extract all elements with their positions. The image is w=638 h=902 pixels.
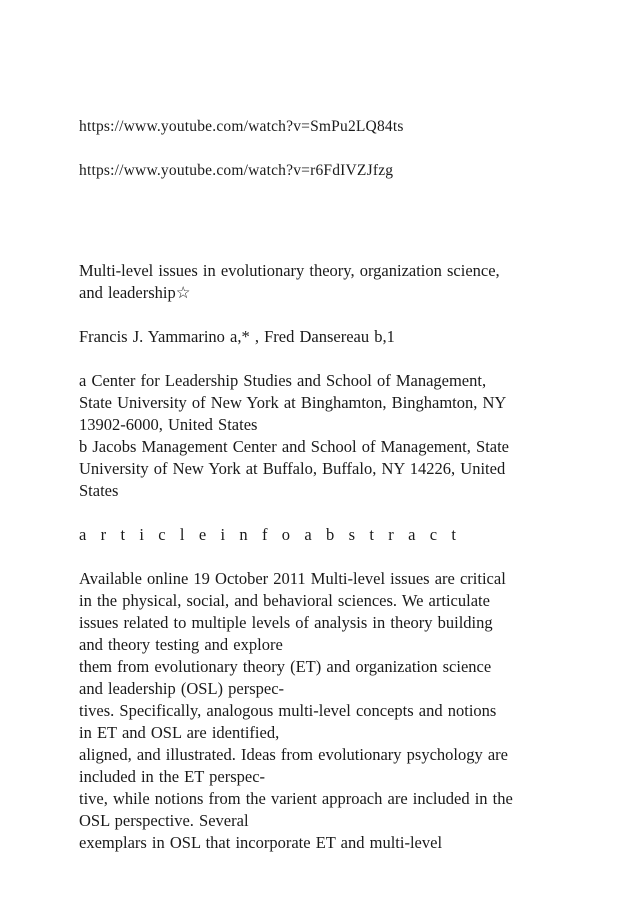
- abstract-line: tives. Specifically, analogous multi-level concepts and notions: [79, 701, 497, 720]
- abstract-line: tive, while notions from the varient approach are included in the: [79, 789, 513, 808]
- abstract-line: in ET and OSL are identified,: [79, 723, 280, 742]
- abstract-line: and theory testing and explore: [79, 635, 283, 654]
- affiliation-line: b Jacobs Management Center and School of Management, State: [79, 437, 510, 456]
- affiliation-line: a Center for Leadership Studies and School of Management,: [79, 371, 487, 390]
- affiliation-line: States: [79, 481, 119, 500]
- author-list: Francis J. Yammarino a,* , Fred Dansereau b,1: [79, 327, 395, 346]
- abstract-line: in the physical, social, and behavioral sciences. We articulate: [79, 591, 490, 610]
- abstract-line: aligned, and illustrated. Ideas from evolutionary psychology are: [79, 745, 508, 764]
- youtube-link-2[interactable]: https://www.youtube.com/watch?v=r6FdIVZJfzg: [79, 162, 394, 179]
- article-info-abstract-header: a r t i c l e i n f o a b s t r a c t: [79, 525, 461, 544]
- abstract-line: included in the ET perspec-: [79, 767, 266, 786]
- abstract-line: Available online 19 October 2011 Multi-level issues are critical: [79, 569, 506, 588]
- youtube-link-1[interactable]: https://www.youtube.com/watch?v=SmPu2LQ84ts: [79, 118, 404, 135]
- abstract-line: exemplars in OSL that incorporate ET and multi-level: [79, 833, 443, 852]
- paper-title-line-1: Multi-level issues in evolutionary theory, organization science,: [79, 261, 500, 280]
- affiliation-line: 13902-6000, United States: [79, 415, 258, 434]
- abstract-line: and leadership (OSL) perspec-: [79, 679, 285, 698]
- abstract-line: OSL perspective. Several: [79, 811, 249, 830]
- affiliation-line: State University of New York at Binghamton, Binghamton, NY: [79, 393, 507, 412]
- abstract-line: them from evolutionary theory (ET) and organization science: [79, 657, 492, 676]
- affiliation-line: University of New York at Buffalo, Buffalo, NY 14226, United: [79, 459, 506, 478]
- paper-title-line-2: and leadership☆: [79, 283, 191, 302]
- abstract-line: issues related to multiple levels of analysis in theory building: [79, 613, 493, 632]
